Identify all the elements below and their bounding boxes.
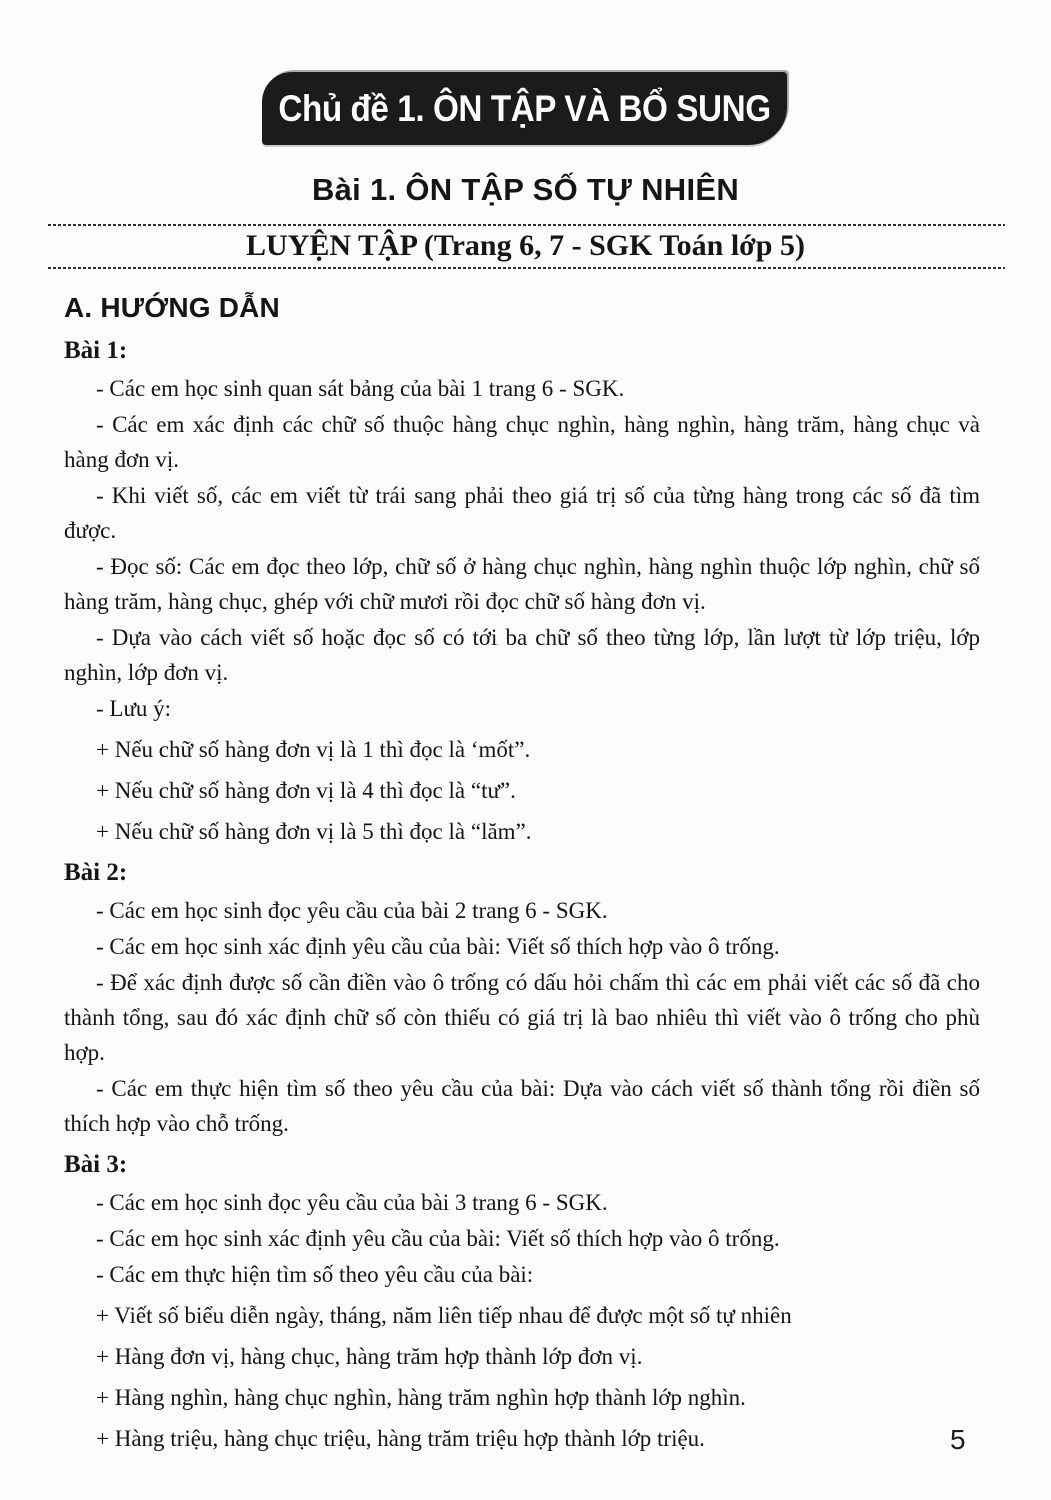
instruction-subline: + Nếu chữ số hàng đơn vị là 1 thì đọc là ‘mốt”.: [96, 737, 531, 762]
instruction-line: - Để xác định được số cần điền vào ô trống có dấu hỏi chấm thì các em phải viết các số đã cho thành tổng, sau đó xác định chữ số còn thiếu có giá trị là bao nhiêu thì viết vào ô trống cho phù hợp.: [64, 970, 980, 1065]
instruction-line: - Các em thực hiện tìm số theo yêu cầu của bài:: [96, 1262, 534, 1287]
instruction-line: - Các em thực hiện tìm số theo yêu cầu của bài: Dựa vào cách viết số thành tổng rồi điền số thích hợp vào chỗ trống.: [64, 1076, 980, 1136]
exercise-label: Bài 3:: [64, 1151, 128, 1178]
page-content: [64, 292, 980, 1462]
instruction-subline: + Hàng nghìn, hàng chục nghìn, hàng trăm nghìn hợp thành lớp nghìn.: [96, 1385, 746, 1410]
exercise-label: Bài 2:: [64, 859, 128, 886]
instruction-subline: + Nếu chữ số hàng đơn vị là 4 thì đọc là “tư”.: [96, 778, 516, 803]
chapter-banner-title: Chủ đề 1. ÔN TẬP VÀ BỔ SUNG: [278, 87, 771, 129]
instruction-line: - Dựa vào cách viết số hoặc đọc số có tới ba chữ số theo từng lớp, lần lượt từ lớp triệu, lớp nghìn, lớp đơn vị.: [64, 625, 980, 685]
chapter-banner: [262, 72, 787, 145]
page-number: 5: [950, 1424, 966, 1455]
instruction-line: - Lưu ý:: [96, 696, 172, 721]
instruction-line: - Các em xác định các chữ số thuộc hàng chục nghìn, hàng nghìn, hàng trăm, hàng chục và hàng đơn vị.: [64, 412, 980, 472]
instruction-subline: + Hàng triệu, hàng chục triệu, hàng trăm triệu hợp thành lớp triệu.: [96, 1426, 705, 1451]
dashed-divider-top: [48, 224, 1005, 226]
instruction-line: - Khi viết số, các em viết từ trái sang phải theo giá trị số của từng hàng trong các số đã tìm được.: [64, 483, 980, 543]
dashed-divider-bottom: [48, 267, 1005, 269]
instruction-subline: + Viết số biểu diễn ngày, tháng, năm liên tiếp nhau để được một số tự nhiên: [96, 1303, 792, 1328]
instruction-line: - Các em học sinh xác định yêu cầu của bài: Viết số thích hợp vào ô trống.: [96, 1226, 780, 1251]
instruction-line: - Các em học sinh đọc yêu cầu của bài 3 trang 6 - SGK.: [96, 1190, 608, 1215]
exercise-bai-3: [64, 1148, 980, 1456]
instruction-line: - Các em học sinh đọc yêu cầu của bài 2 trang 6 - SGK.: [96, 898, 608, 923]
instruction-line: - Các em học sinh quan sát bảng của bài 1 trang 6 - SGK.: [96, 376, 625, 401]
exercise-bai-1: [64, 334, 980, 849]
instruction-subline: + Nếu chữ số hàng đơn vị là 5 thì đọc là “lăm”.: [96, 819, 532, 844]
instruction-line: - Các em học sinh xác định yêu cầu của bài: Viết số thích hợp vào ô trống.: [96, 934, 780, 959]
lesson-subtitle: LUYỆN TẬP (Trang 6, 7 - SGK Toán lớp 5): [246, 229, 805, 262]
section-heading: A. HƯỚNG DẪN: [64, 292, 280, 323]
instruction-line: - Đọc số: Các em đọc theo lớp, chữ số ở hàng chục nghìn, hàng nghìn thuộc lớp nghìn, chữ số hàng trăm, hàng chục, ghép với chữ mươi rồi đọc chữ số hàng đơn vị.: [64, 554, 980, 614]
exercise-bai-2: [64, 856, 980, 1141]
instruction-subline: + Hàng đơn vị, hàng chục, hàng trăm hợp thành lớp đơn vị.: [96, 1344, 643, 1369]
lesson-title: Bài 1. ÔN TẬP SỐ TỰ NHIÊN: [311, 172, 740, 207]
exercise-label: Bài 1:: [64, 337, 128, 364]
